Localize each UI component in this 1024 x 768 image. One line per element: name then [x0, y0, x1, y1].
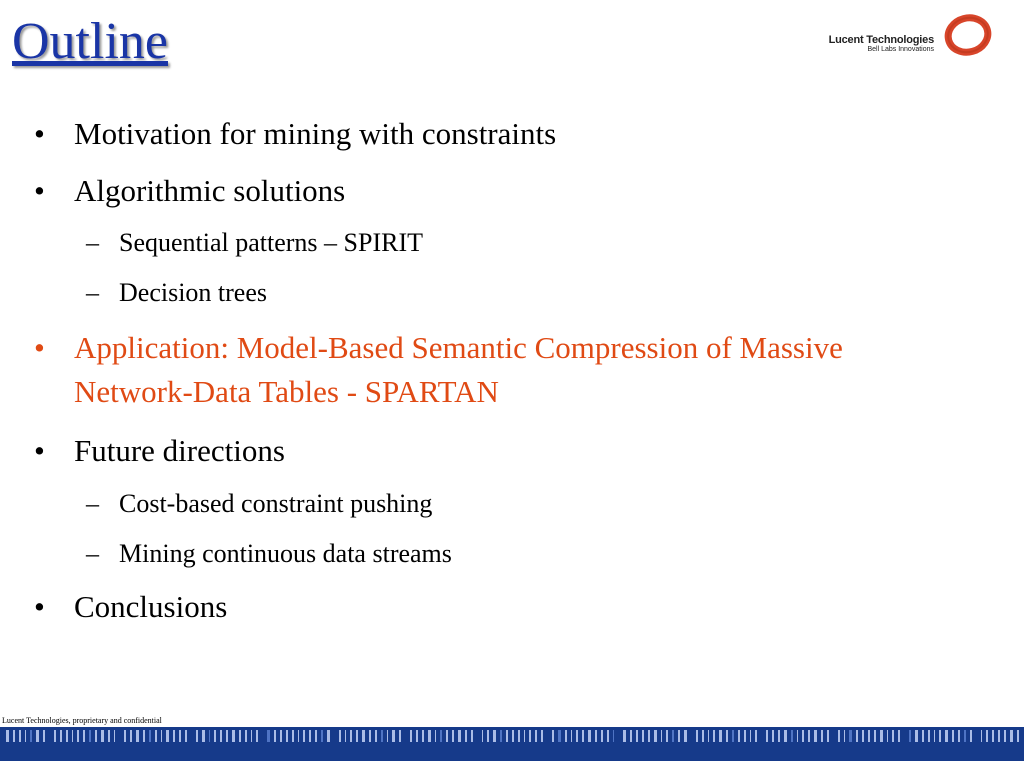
list-subitem-text: Sequential patterns – SPIRIT [119, 228, 424, 257]
logo-name: Lucent Technologies [828, 34, 934, 46]
list-item-text: Future directions [74, 433, 285, 468]
bullet-marker: • [34, 330, 45, 365]
list-item-text: Algorithmic solutions [74, 173, 346, 208]
list-item-text: Motivation for mining with constraints [74, 116, 557, 151]
list-subitem-text: Decision trees [119, 278, 268, 307]
lucent-logo [816, 12, 994, 60]
dash-marker: – [86, 278, 99, 307]
footer-confidential-note: Lucent Technologies, proprietary and confidential [2, 716, 162, 725]
dash-marker: – [86, 539, 99, 568]
bullet-marker: • [34, 116, 45, 151]
bullet-marker: • [34, 433, 45, 468]
dash-marker: – [86, 489, 99, 518]
bullet-marker: • [34, 173, 45, 208]
slide-title: Outline [12, 13, 168, 70]
logo-subtitle: Bell Labs Innovations [867, 46, 934, 53]
footer-bar [0, 727, 1024, 761]
list-subitem-text: Mining continuous data streams [119, 539, 452, 568]
list-subitem-text: Cost-based constraint pushing [119, 489, 433, 518]
innovation-ring-icon [942, 12, 994, 58]
footer-stripe-pattern [0, 727, 1024, 761]
list-item-text: Conclusions [74, 589, 228, 624]
bullet-marker: • [34, 589, 45, 624]
dash-marker: – [86, 228, 99, 257]
list-item-text: Application: Model-Based Semantic Compression of Massive Network-Data Tables - SPARTAN [74, 330, 843, 409]
